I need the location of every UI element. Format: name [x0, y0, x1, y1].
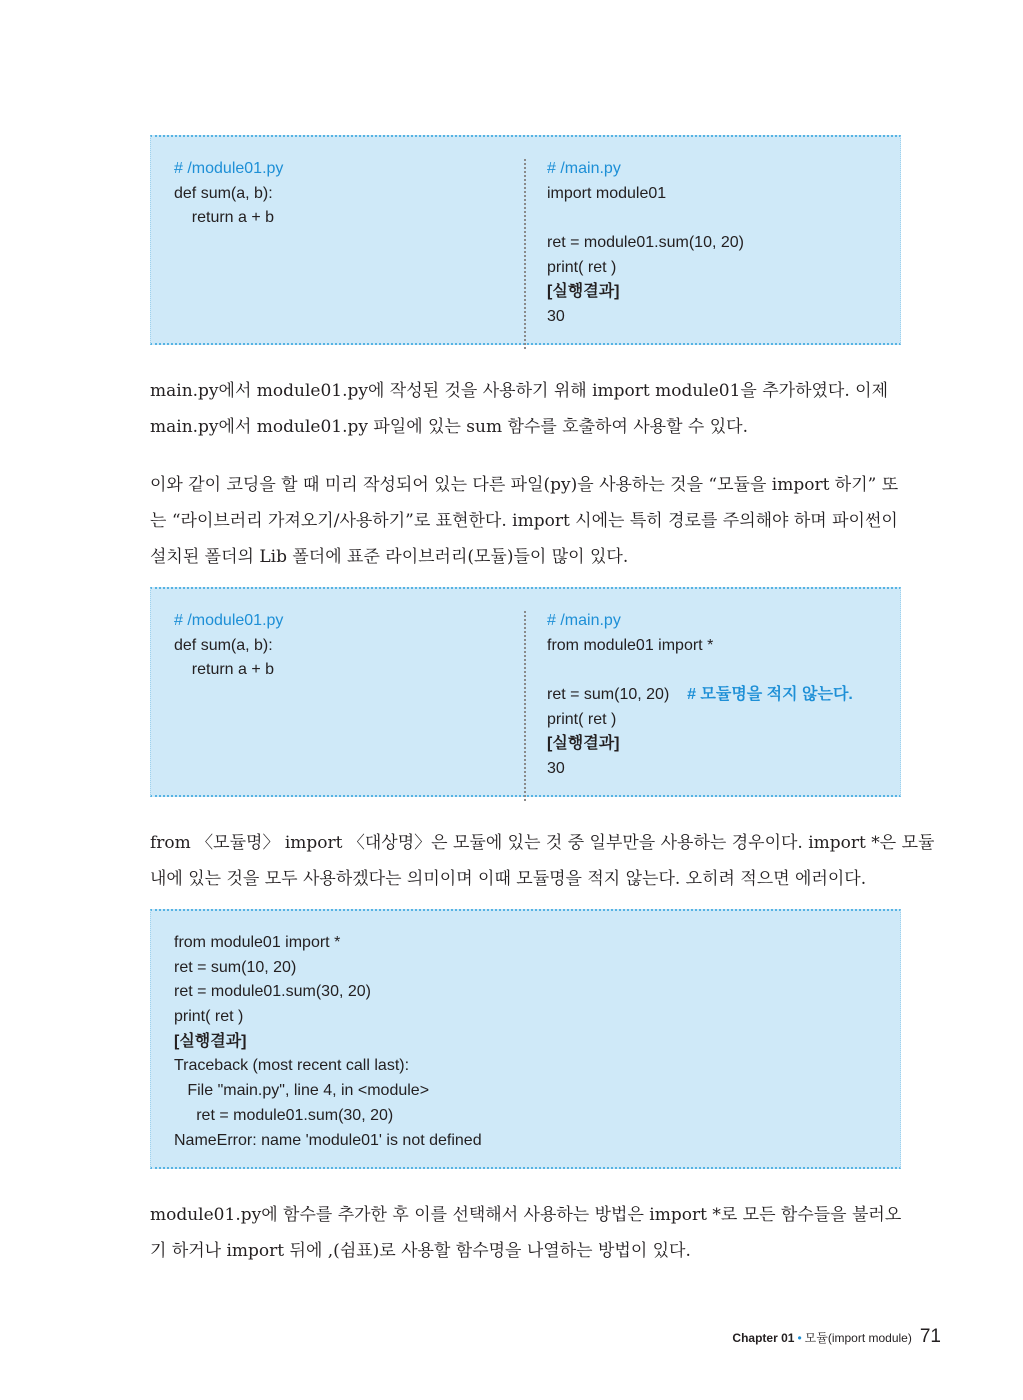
paragraph-line: from 〈모듈명〉 import 〈대상명〉은 모듈에 있는 것 중 일부만을 사용하는 경우이다. import *은 모듈 — [150, 833, 935, 853]
paragraph-line: module01.py에 함수를 추가한 후 이를 선택해서 사용하는 방법은 import *로 모든 함수들을 불러오 — [150, 1205, 902, 1225]
code-column-main — [547, 609, 853, 782]
result-label: [실행결과] — [547, 283, 620, 301]
code-line: def sum(a, b): — [174, 184, 273, 202]
page-number: 71 — [919, 1326, 941, 1347]
code-output: 30 — [547, 308, 565, 326]
code-line: print( ret ) — [547, 258, 617, 276]
code-box-1 — [150, 135, 901, 345]
code-box-3 — [150, 909, 901, 1169]
code-line: from module01 import * — [547, 636, 714, 654]
code-comment: # /module01.py — [174, 612, 284, 629]
code-line: print( ret ) — [547, 710, 617, 728]
paragraph-line: main.py에서 module01.py 파일에 있는 sum 함수를 호출하여 사용할 수 있다. — [150, 417, 749, 437]
result-label: [실행결과] — [174, 1032, 247, 1050]
code-line: return a + b — [174, 661, 275, 679]
paragraph-line: 는 “라이브러리 가져오기/사용하기”로 표현한다. import 시에는 특히 경로를 주의해야 하며 파이썬이 — [150, 511, 898, 531]
code-column-main — [547, 157, 744, 330]
code-statement: ret = sum(10, 20) — [547, 686, 670, 704]
code-line: def sum(a, b): — [174, 636, 273, 654]
code-comment: # /main.py — [547, 612, 621, 629]
paragraph-line: main.py에서 module01.py에 작성된 것을 사용하기 위해 import module01을 추가하였다. 이제 — [150, 381, 889, 401]
inline-comment: # 모듈명을 적지 않는다. — [687, 686, 853, 704]
paragraph-line: 이와 같이 코딩을 할 때 미리 작성되어 있는 다른 파일(py)을 사용하는 것을 “모듈을 import 하기” 또 — [150, 475, 899, 495]
code-column-single — [174, 931, 482, 1153]
code-line: ret = module01.sum(10, 20) — [547, 234, 744, 252]
page-footer — [732, 1326, 941, 1348]
code-output: NameError: name 'module01' is not defined — [174, 1131, 482, 1149]
paragraph-line: 내에 있는 것을 모두 사용하겠다는 의미이며 이때 모듈명을 적지 않는다. 오히려 적으면 에러이다. — [150, 869, 867, 889]
result-label: [실행결과] — [547, 735, 620, 753]
section-title: 모듈(import module) — [804, 1331, 912, 1345]
column-divider — [524, 611, 526, 801]
bullet-icon: • — [797, 1331, 802, 1345]
code-line: from module01 import * — [174, 934, 341, 951]
body-paragraph-3 — [150, 825, 935, 897]
chapter-label: Chapter 01 — [732, 1331, 795, 1345]
code-output: ret = module01.sum(30, 20) — [174, 1106, 394, 1124]
code-line: return a + b — [174, 209, 275, 227]
code-line — [547, 206, 744, 231]
code-output: Traceback (most recent call last): — [174, 1057, 410, 1075]
code-output: 30 — [547, 760, 565, 778]
code-box-2 — [150, 587, 901, 797]
code-line — [547, 658, 853, 683]
code-column-module01 — [174, 609, 283, 683]
body-paragraph-1 — [150, 373, 902, 445]
code-output: File "main.py", line 4, in <module> — [174, 1082, 430, 1100]
code-line: ret = module01.sum(30, 20) — [174, 983, 371, 1001]
code-line: import module01 — [547, 184, 667, 202]
code-line: print( ret ) — [174, 1008, 244, 1026]
paragraph-line: 설치된 폴더의 Lib 폴더에 표준 라이브러리(모듈)들이 많이 있다. — [150, 547, 629, 567]
body-paragraph-2 — [150, 467, 902, 575]
code-comment: # /main.py — [547, 160, 621, 177]
code-column-module01 — [174, 157, 283, 231]
body-paragraph-4 — [150, 1197, 902, 1269]
paragraph-line: 기 하거나 import 뒤에 ,(쉼표)로 사용할 함수명을 나열하는 방법이 있다. — [150, 1241, 691, 1261]
code-comment: # /module01.py — [174, 160, 284, 177]
code-line: ret = sum(10, 20) — [174, 958, 297, 976]
code-line — [547, 683, 853, 708]
column-divider — [524, 159, 526, 349]
